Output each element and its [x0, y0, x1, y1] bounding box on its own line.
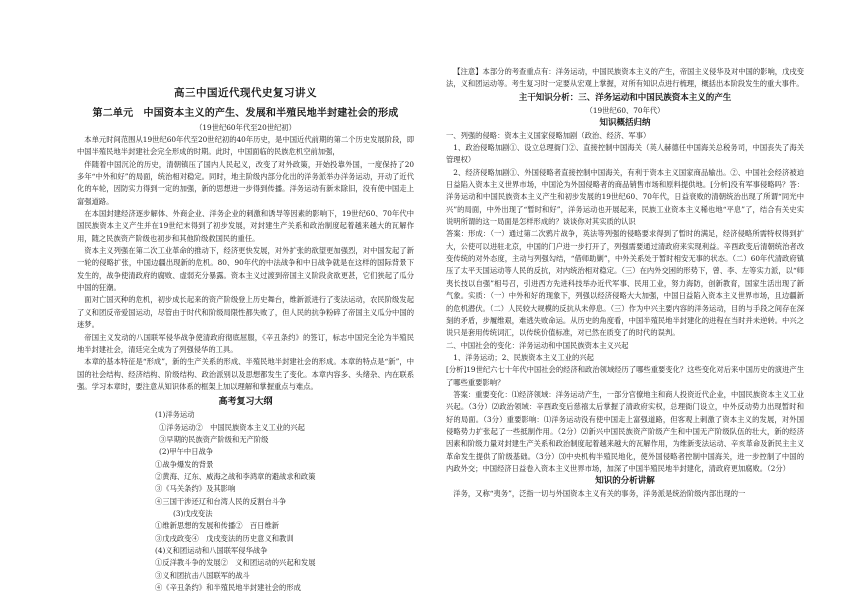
body-paragraph: 答案：重要变化：⑴经济领域：洋务运动产生，一部分官僚地主和商人投资近代企业，中国民族资本主义工业兴起。（3分）⑵政治领域：辛酉政变后慈禧太后掌握了清政府实权，总理衙门设立，中外反动势力出现暂时和好的局面。（3分）重要影响：⑴洋务运动没有使中国走上富强道路，但客观上刺激了资本主义的发展，对外国侵略势力扩张起了一些抵制作用。（2分）⑵新兴中国民族资产阶级产生和中国无产阶级队伍的壮大，新的经济因素和阶级力量对封建生产关系和政治制度起着越来越大的瓦解作用，为维新变法运动、辛亥革命及新民主主义革命发生提供了阶级基础。（3分）⑶中央机构半殖民地化，使外国侵略者控制中国海关，进一步控制了中国的内政外交；中国经济日益卷入资本主义世界市场，加深了中国半殖民地半封建化，清政府更加腐败。（2分） [446, 389, 804, 473]
body-paragraph: [分析]19世纪六七十年代中国社会的经济和政治领域经历了哪些重要变化？这些变化对后来中国历史的演进产生了哪些重要影响？ [446, 365, 804, 387]
intro-paragraph: 在本国封建经济逐步解体、外商企业、洋务企业的刺激和诱导等因素的影响下，19世纪60、70年代中国民族资本主义产生并在19世纪末得到了初步发展，对封建生产关系和政治制度起着越来越大的瓦解作用，随之民族资产阶级也初步和其他阶级救国民的重任。 [77, 209, 414, 243]
body-paragraph: 一、列强的侵略：资本主义国家侵略加剧（政治、经济、军事） [446, 130, 651, 140]
intro-paragraph: 资本主义列强在第二次工业革命的推动下，经济更快发展，对外扩张的欲望更加强烈，对中国发起了新一轮的侵略扩张，中国边疆出现新的危机。80、90年代的中法战争和中日战争就是在这样的国际背景下发生的，战争使清政府的腐败、虚弱充分暴露。资本主义过渡到帝国主义阶段贪欲更甚，它们狭起了瓜分中国的狂潮。 [77, 246, 414, 293]
intro-paragraph: 伴随着中国沉沦的历史，清朝镇压了国内人民起义，改变了对外政策，开始投靠外国，一度保持了20多年“中外和好”的局面，统治相对稳定。同时，地主阶级内部分化出的洋务派举办洋务运动，开动了近代化的车轮，因防实力得到一定的加强，新的思想进一步得到传播。洋务运动有新未除旧，没有使中国走上富强道路。 [77, 159, 414, 206]
outline-title: 高考复习大纲 [218, 397, 273, 408]
intro-paragraph: 本章的基本特征是“形成”，新的生产关系的形成、半殖民地半封建社会的形成。本章的特点是“新”，中国的社会结构、经济结构、阶级结构、政治派别以及思想都发生了变化。本章内容多、头绪杂、内在联系强。学习本章时，要注意从知识体系的框架上加以理解和掌握重点与难点。 [77, 357, 414, 391]
body-paragraph: 洋务，又称“夷务”，泛指一切与外国资本主义有关的事务，洋务派是统治阶级内部出现的一 [453, 489, 746, 499]
right-column [446, 66, 804, 501]
body-paragraph: 答案：形成：（一）通过第二次鸦片战争，英法等列强的侵略要求得到了暂时的满足，经济侵略所需特权得到扩大，公使可以进驻北京，中国的门户进一步打开了，列强需要通过清政府来实现利益。辛酉政变后清朝统治者改变传统的对外态度，主动与列强勾结，“借师助剿”，中外关系处于暂时相安无事的状态。（二）60年代清政府镇压了太平天国运动等人民的反抗，对内统治相对稳定。（三）在内外交困的形势下，曾、李、左等实力派，以“师夷长技以自强”相号召，引进西方先进科技举办近代军事、民用工业，努力海防，创新教育，国家生活出现了新气象。实质：（一）中外和好的现象下，列强以经济侵略大大加强，中国日益陷入资本主义世界市场，且边疆新的危机潜伏。（二）人民较大规模的反抗从未停息。（三）作为中兴主要内容的洋务运动，目的与手段之间存在深刻的矛盾，步履维艰，难逃失败命运。从历史的角度看，中国半殖民地半封建化的进程在当时并未逆转。中兴之说只是套用传统词汇，以传统价值标准，对已然在质变了的时代的误判。 [446, 229, 804, 338]
body-paragraph: 1、洋务运动；2、民族资本主义工业的兴起 [453, 352, 594, 362]
outline-item: ③早期的民族资产阶级和无产阶级 [159, 434, 269, 444]
outline-item: ①维新思想的发展和传播② 百日维新 [155, 521, 280, 531]
intro-paragraph: 本单元时间范围从19世纪60年代至20世纪初的40年历史，是中国近代前期的第二个历史发展阶段，即中国半殖民地半封建社会完全形成的时期。此时，中国面临的民族危机空前加强， [77, 135, 414, 157]
document-title: 高三中国近代现代史复习讲义 [174, 87, 317, 99]
outline-item: (2)甲午中日战争 [159, 447, 214, 457]
theme-title: 主干知识分析：三、洋务运动和中国民族资本主义的产生 [518, 92, 732, 103]
body-paragraph: 1、政治侵略加剧①、设立总理衙门②、直接控制中国海关（英人赫德任中国海关总税务司，中国丧失了海关管理权） [446, 143, 804, 165]
outline-item: ③《马关条约》及其影响 [155, 484, 236, 494]
outline-item: ②黄海、辽东、威海之战和李鸿章的避战求和政策 [155, 471, 316, 481]
outline-item: ④三国干涉还辽和台湾人民的反割台斗争 [155, 496, 287, 506]
outline-item: ①洋务运动② 中国民族资本主义工业的兴起 [159, 422, 305, 432]
body-paragraph: 2、经济侵略加剧①、外国侵略者直接控制中国海关，有利于资本主义国家商品输出。②、中国社会经济被迫日益陷入资本主义世界市场，中国沦为外国侵略者的商品销售市场和原料提供地。[分析]没有军事侵略吗？答：洋务运动和中国民族资本主义产生和初步发展的19世纪60、70年代，日益衰败的清朝统治出现了所谓“同光中兴”的局面，中外出现了“暂时和好”，洋务运动也开展起来，民族工业资本主义稀也地“平息”了，结合有关史实说明所谓的这一局面是怎样形成的？谈谈你对其实质的认识 [446, 167, 804, 227]
note-paragraph: 【注意】本部分的考查重点有：洋务运动，中国民族资本主义的产生，帝国主义侵华及对中国的影响，戊戌变法，义和团运动等。考生复习时一定要从宏观上掌握，对所有知识点进行梳理，概括出本阶段发生的重大事件。 [446, 67, 804, 89]
intro-paragraph: 面对亡国灭种的危机，初步成长起来的资产阶级登上历史舞台，维新派进行了变法运动，农民阶级发起了义和团反帝爱国运动，尽管由于时代和阶级局限性都失败了，但人民的抗争粉碎了帝国主义瓜分中国的迷梦。 [77, 295, 414, 330]
intro-paragraph: 帝国主义发动的八国联军侵华战争使清政府彻底屈服，《辛丑条约》的签订，标志中国完全沦为半殖民地半封建社会，清廷完全成为了列强侵华的工具。 [77, 332, 414, 354]
body-paragraph: 二、中国社会的变化：洋务运动和中国民族资本主义兴起 [446, 340, 629, 350]
outline-item: ③戊戌政变④ 戊戌变法的历史意义和教训 [155, 533, 294, 543]
unit-period: （19世纪60年代至20世纪初） [195, 123, 296, 132]
outline-list [77, 409, 414, 594]
outline-item: ④《辛丑条约》和半殖民地半封建社会的形成 [155, 583, 301, 593]
theme-period: （19世纪60、70年代） [585, 105, 665, 115]
analysis-title: 知识的分析讲解 [595, 476, 655, 487]
intro-text [77, 134, 414, 393]
unit-title: 第二单元 中国资本主义的产生、发展和半殖民地半封建社会的形成 [92, 108, 399, 119]
outline-item: (1)洋务运动 [155, 410, 195, 420]
outline-item: (4)义和团运动和八国联军侵华战争 [155, 546, 268, 555]
outline-item: ③义和团抗击八国联军的战斗 [155, 570, 250, 580]
summary-title: 知识概括归纳 [599, 117, 651, 128]
outline-item: (3)戊戌变法 [173, 508, 213, 518]
summary-body [446, 130, 804, 476]
outline-item: ①战争爆发的背景 [155, 459, 214, 469]
outline-item: ①反洋教斗争的发展② 义和团运动的兴起和发展 [155, 558, 316, 568]
